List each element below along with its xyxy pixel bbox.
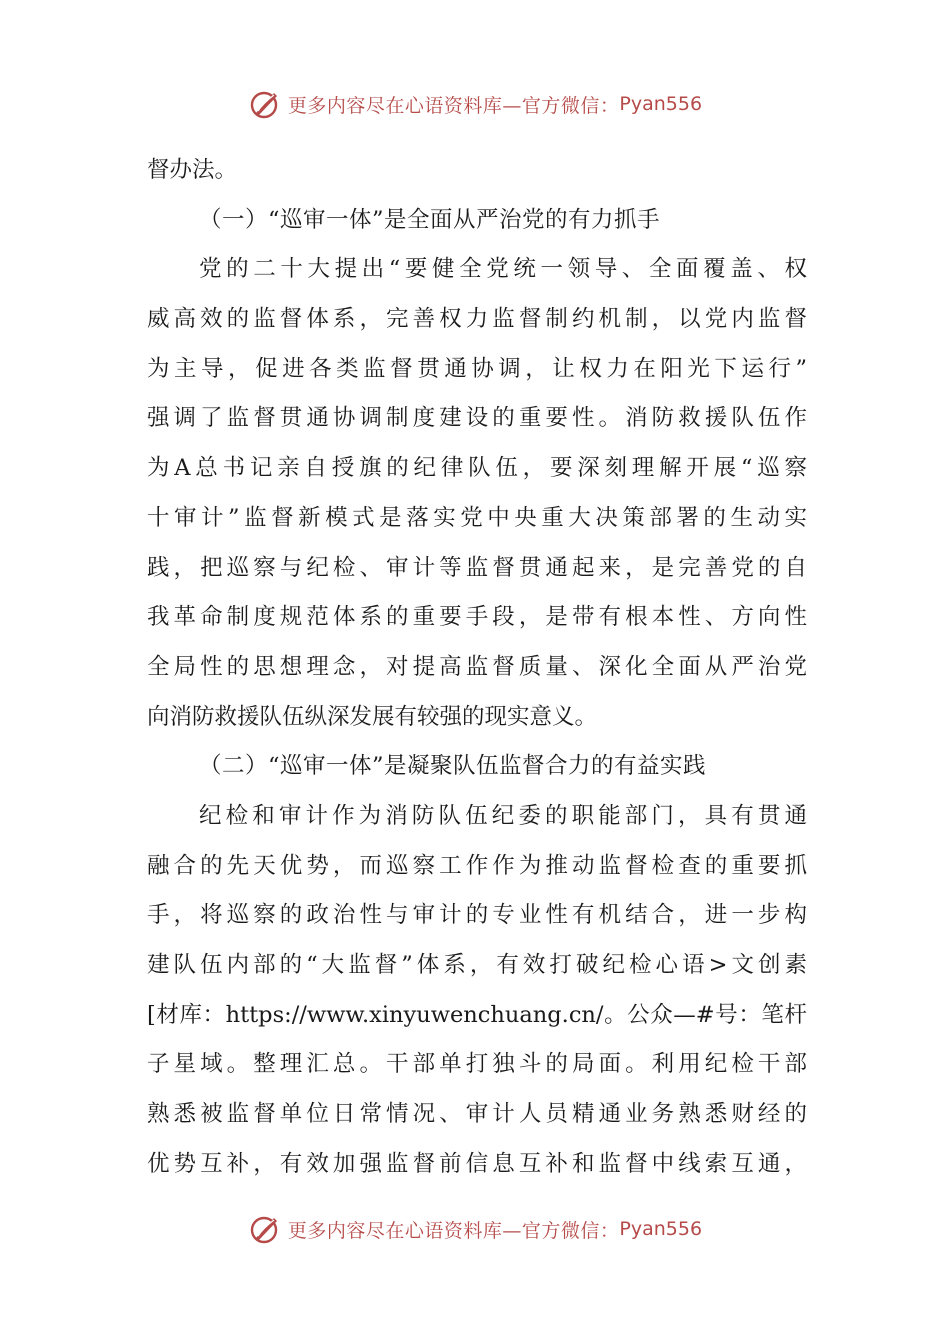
section-heading: （二）“巡审一体”是凝聚队伍监督合力的有益实践 — [199, 753, 707, 780]
text-line: 建队伍内部的“大监督”体系，有效打破纪检心语>文创素 — [147, 952, 807, 978]
text-line: 践，把巡察与纪检、审计等监督贯通起来，是完善党的自 — [147, 554, 807, 581]
watermark-text: 更多内容尽在心语资料库—官方微信： — [287, 1219, 620, 1242]
text-line: 十审计”监督新模式是落实党中央重大决策部署的生动实 — [147, 504, 807, 531]
text-line: 我革命制度规范体系的重要手段，是带有根本性、方向性 — [147, 604, 807, 631]
text-line: 熟悉被监督单位日常情况、审计人员精通业务熟悉财经的 — [147, 1101, 807, 1128]
document-body — [147, 146, 807, 1189]
text-line: 纪检和审计作为消防队伍纪委的职能部门，具有贯通 — [199, 802, 807, 829]
text-line: 强调了监督贯通协调制度建设的重要性。消防救援队伍作 — [147, 405, 807, 432]
text-line: 优势互补，有效加强监督前信息互补和监督中线索互通， — [147, 1150, 807, 1177]
header-watermark — [0, 84, 950, 124]
text-line: 融合的先天优势，而巡察工作作为推动监督检查的重要抓 — [147, 852, 807, 879]
text-line: [材库：https://www.xinyuwenchuang.cn/。公众—#号：笔杆 — [147, 1001, 807, 1028]
text-line: 手，将巡察的政治性与审计的专业性有机结合，进一步构 — [147, 902, 807, 929]
section-heading: （一）“巡审一体”是全面从严治党的有力抓手 — [199, 206, 661, 233]
watermark-wechat-id: Pyan556 — [619, 1218, 703, 1240]
watermark-text: 更多内容尽在心语资料库—官方微信： — [287, 94, 620, 117]
watermark-wechat-id: Pyan556 — [619, 93, 703, 115]
text-line: 为A总书记亲自授旗的纪律队伍，要深刻理解开展“巡察 — [147, 455, 807, 482]
text-line: 督办法。 — [147, 157, 238, 183]
quill-logo-icon — [248, 87, 282, 121]
footer-watermark — [0, 1209, 950, 1249]
text-line: 威高效的监督体系，完善权力监督制约机制，以党内监督 — [147, 306, 807, 333]
text-line: 党的二十大提出“要健全党统一领导、全面覆盖、权 — [199, 256, 807, 283]
text-line: 为主导，促进各类监督贯通协调，让权力在阳光下运行” — [147, 355, 807, 382]
text-line: 全局性的思想理念，对提高监督质量、深化全面从严治党 — [147, 653, 807, 680]
text-line: 子星域。整理汇总。干部单打独斗的局面。利用纪检干部 — [147, 1051, 807, 1078]
text-line: 向消防救援队伍纵深发展有较强的现实意义。 — [147, 703, 598, 730]
quill-logo-icon — [248, 1212, 282, 1246]
